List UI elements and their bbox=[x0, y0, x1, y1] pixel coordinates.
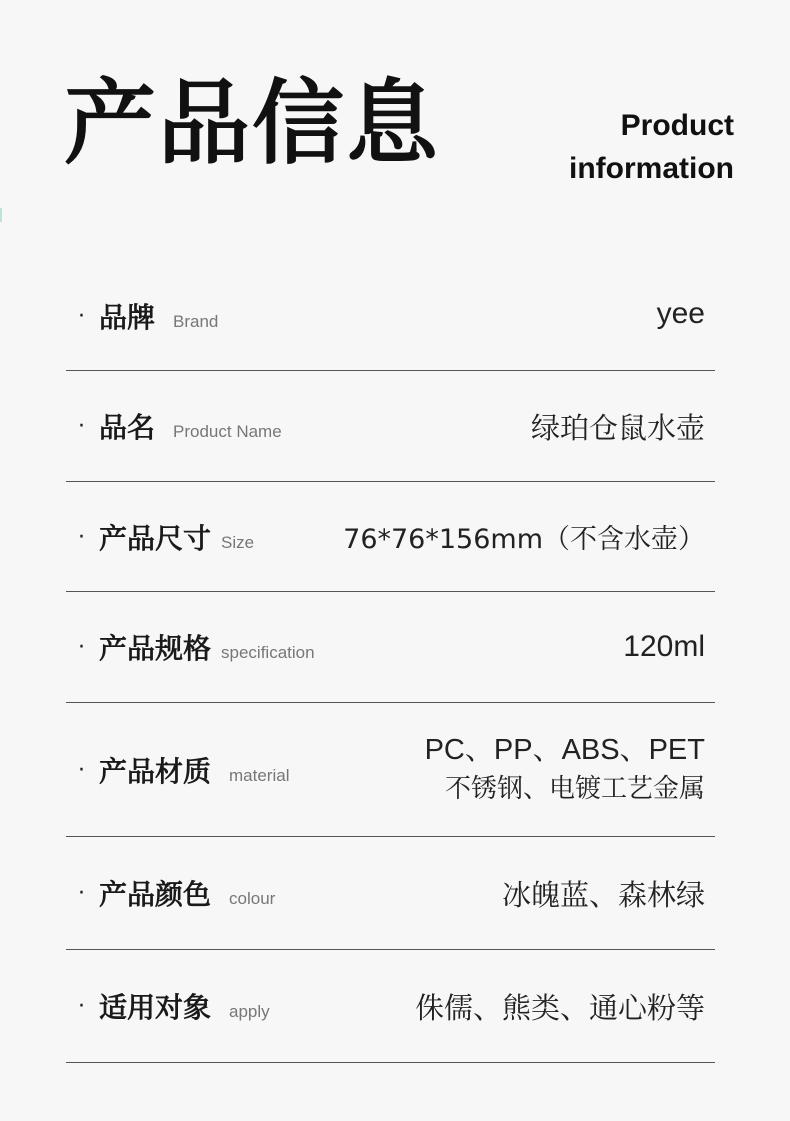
row-bullet: · bbox=[78, 524, 85, 550]
row-label-cn: 产品颜色 bbox=[99, 878, 212, 911]
row-bullet: · bbox=[78, 414, 85, 439]
title-en-line2: information bbox=[569, 152, 734, 185]
row-bullet: · bbox=[78, 881, 85, 906]
row-value-line1: PC、PP、ABS、PET bbox=[424, 733, 705, 766]
row-value: 120ml bbox=[623, 630, 705, 663]
row-label-cn: 产品规格 bbox=[99, 632, 212, 665]
info-row-apply bbox=[66, 950, 715, 1063]
row-label-en: specification bbox=[221, 643, 315, 662]
row-value-line2: 不锈钢、电镀工艺金属 bbox=[444, 773, 705, 804]
row-label-en: Product Name bbox=[173, 422, 282, 441]
row-bullet: · bbox=[78, 635, 85, 660]
row-label-en: colour bbox=[229, 889, 276, 908]
row-value: 76*76*156mm（不含水壶） bbox=[343, 524, 705, 555]
page-title-en bbox=[569, 104, 734, 190]
row-value: 侏儒、熊类、通心粉等 bbox=[414, 990, 705, 1025]
row-value bbox=[425, 731, 715, 809]
row-label-cn: 适用对象 bbox=[99, 991, 212, 1024]
info-row-brand bbox=[66, 272, 715, 371]
row-bullet: · bbox=[78, 304, 85, 329]
page-title-cn: 产品信息 bbox=[64, 70, 441, 177]
row-label-en: Brand bbox=[173, 312, 219, 331]
info-row-product-name bbox=[66, 371, 715, 482]
row-label-en: apply bbox=[229, 1002, 270, 1021]
row-label-en: Size bbox=[221, 532, 255, 552]
info-row-spec bbox=[66, 592, 715, 703]
info-row-colour bbox=[66, 837, 715, 950]
info-row-size bbox=[66, 482, 715, 592]
title-en-line1: Product bbox=[620, 109, 734, 142]
row-label-cn: 品名 bbox=[99, 411, 156, 444]
row-value: yee bbox=[656, 297, 705, 330]
row-value: 冰魄蓝、森林绿 bbox=[501, 877, 705, 912]
row-label-cn: 产品尺寸 bbox=[99, 521, 212, 555]
row-bullet: · bbox=[78, 757, 85, 783]
row-bullet: · bbox=[78, 994, 85, 1019]
row-value: 绿珀仓鼠水壶 bbox=[530, 410, 705, 445]
row-label-en: material bbox=[229, 765, 290, 785]
row-label-cn: 产品材质 bbox=[99, 754, 212, 788]
info-row-material bbox=[66, 703, 715, 837]
edge-accent-mark bbox=[0, 208, 2, 222]
row-label-cn: 品牌 bbox=[99, 301, 156, 334]
product-info-list bbox=[66, 272, 715, 1063]
